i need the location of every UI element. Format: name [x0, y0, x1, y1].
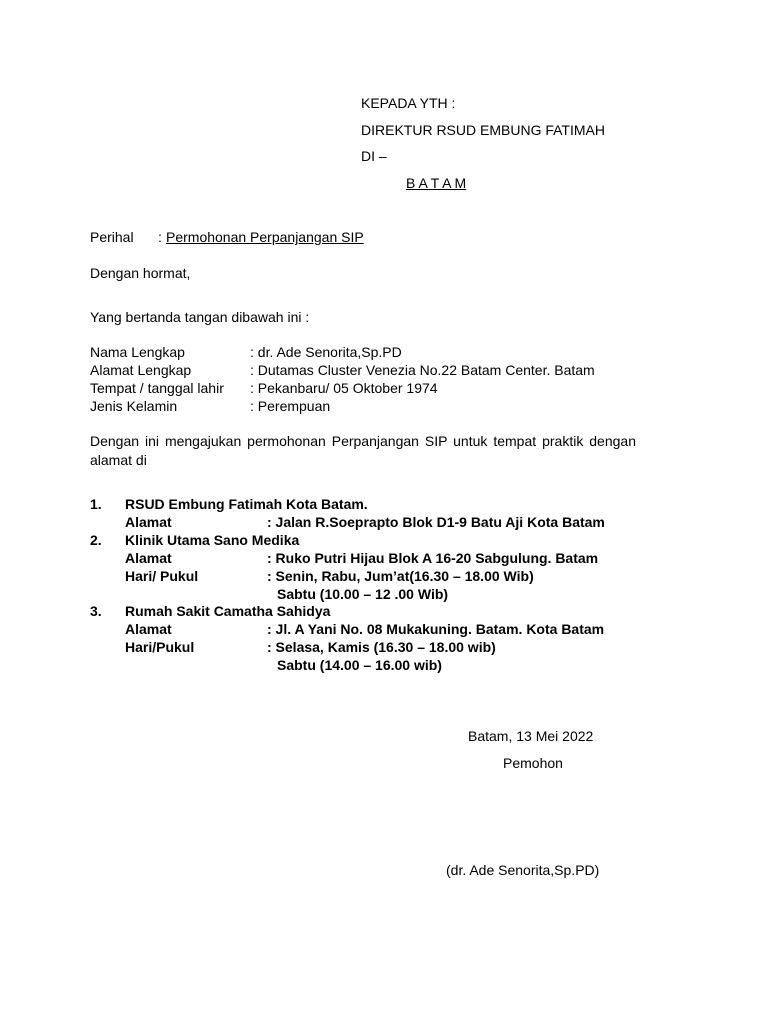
intro-text: Yang bertanda tangan dibawah ini : — [90, 309, 310, 325]
subject-label: Perihal — [90, 229, 134, 245]
place-3-hours-label: Hari/Pukul — [125, 639, 195, 655]
place-2-hours-label: Hari/ Pukul — [125, 568, 199, 584]
subject-text: Permohonan Perpanjangan SIP — [166, 229, 364, 245]
greeting: Dengan hormat, — [90, 265, 191, 281]
addressee-city: B A T A M — [406, 175, 467, 191]
addressee-line-3: DI – — [361, 148, 387, 164]
addressee-line-1: KEPADA YTH : — [361, 95, 456, 111]
place-2-hours-2: Sabtu (10.00 – 12 .00 Wib) — [277, 586, 449, 602]
identity-value-birth: : Pekanbaru/ 05 Oktober 1974 — [250, 380, 438, 396]
closing-role: Pemohon — [503, 755, 563, 771]
closing-place-date: Batam, 13 Mei 2022 — [468, 728, 594, 744]
place-2-address: : Ruko Putri Hijau Blok A 16-20 Sabgulung. Batam — [267, 550, 599, 566]
place-3-address: : Jl. A Yani No. 08 Mukakuning. Batam. Kota Batam — [267, 621, 605, 637]
place-3-hours-1: : Selasa, Kamis (16.30 – 18.00 wib) — [267, 639, 496, 655]
place-1-address: : Jalan R.Soeprapto Blok D1-9 Batu Aji Kota Batam — [267, 514, 605, 530]
place-2-hours-1: : Senin, Rabu, Jum’at(16.30 – 18.00 Wib) — [267, 568, 534, 584]
identity-value-name: : dr. Ade Senorita,Sp.PD — [250, 344, 402, 360]
identity-label-gender: Jenis Kelamin — [90, 398, 178, 414]
identity-value-address: : Dutamas Cluster Venezia No.22 Batam Center. Batam — [250, 362, 595, 378]
identity-label-birth: Tempat / tanggal lahir — [90, 380, 224, 396]
addressee-line-2: DIREKTUR RSUD EMBUNG FATIMAH — [361, 122, 605, 138]
place-1-name: RSUD Embung Fatimah Kota Batam. — [125, 496, 368, 512]
place-2-number: 2. — [90, 532, 102, 548]
place-3-number: 3. — [90, 603, 102, 619]
subject-colon: : — [158, 229, 162, 245]
identity-label-name: Nama Lengkap — [90, 344, 185, 360]
signature-name: (dr. Ade Senorita,Sp.PD) — [446, 862, 600, 878]
place-3-name: Rumah Sakit Camatha Sahidya — [125, 603, 331, 619]
place-1-number: 1. — [90, 496, 102, 512]
place-2-address-label: Alamat — [125, 550, 172, 566]
place-1-address-label: Alamat — [125, 514, 172, 530]
request-paragraph: Dengan ini mengajukan permohonan Perpanjangan SIP untuk tempat praktik dengan alamat di — [90, 433, 636, 468]
identity-label-address: Alamat Lengkap — [90, 362, 192, 378]
place-3-hours-2: Sabtu (14.00 – 16.00 wib) — [277, 657, 442, 673]
place-3-address-label: Alamat — [125, 621, 172, 637]
place-2-name: Klinik Utama Sano Medika — [125, 532, 300, 548]
identity-value-gender: : Perempuan — [250, 398, 331, 414]
